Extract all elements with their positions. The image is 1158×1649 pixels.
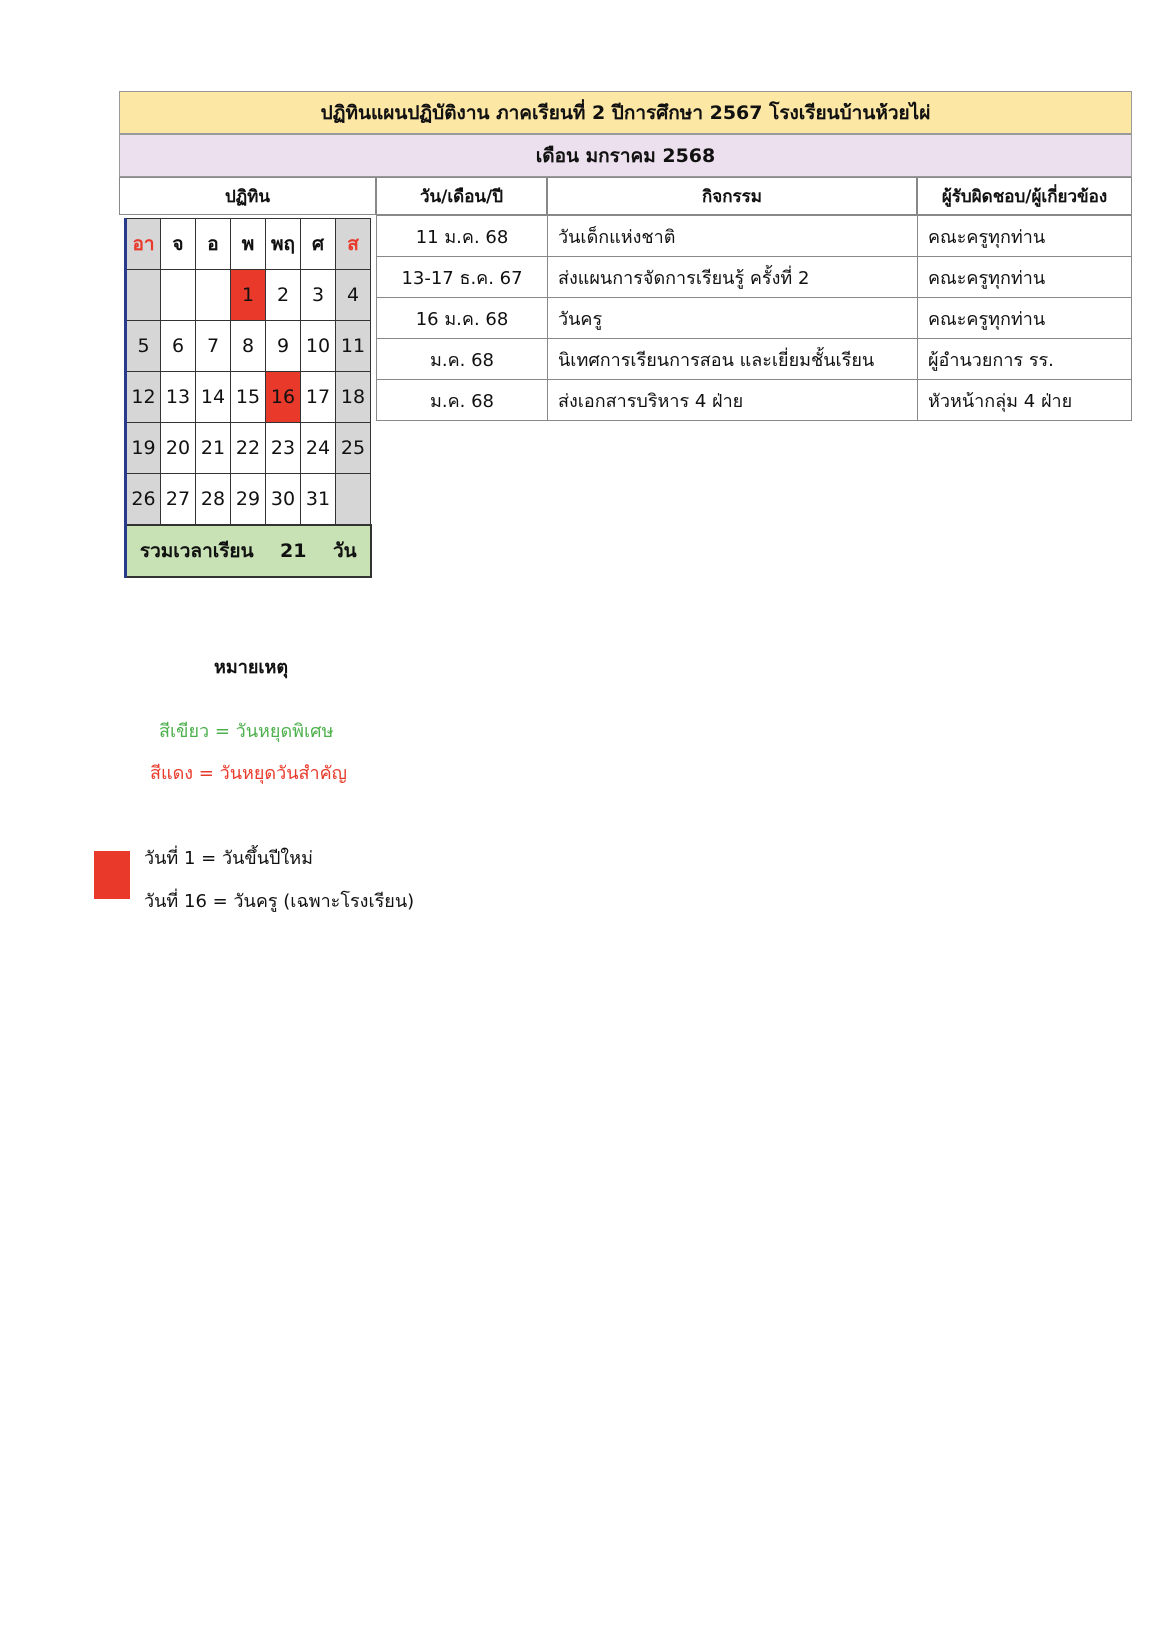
note-teachers-day: วันที่ 16 = วันครู (เฉพาะโรงเรียน) (144, 891, 415, 912)
day-cell: 27 (161, 474, 196, 525)
month-title: เดือน มกราคม 2568 (119, 134, 1132, 177)
weekday-tue: อ (196, 219, 231, 270)
activity-name: ส่งเอกสารบริหาร 4 ฝ่าย (548, 380, 918, 421)
activity-date: ม.ค. 68 (377, 380, 548, 421)
weekday-thu: พฤ (266, 219, 301, 270)
day-cell (126, 270, 161, 321)
header-responsible: ผู้รับผิดชอบ/ผู้เกี่ยวข้อง (917, 177, 1132, 215)
day-cell: 30 (266, 474, 301, 525)
day-cell: 31 (301, 474, 336, 525)
table-row (377, 380, 1132, 421)
day-cell: 5 (126, 321, 161, 372)
table-row (377, 298, 1132, 339)
day-cell: 21 (196, 423, 231, 474)
day-cell: 29 (231, 474, 266, 525)
total-unit: วัน (332, 539, 357, 562)
activity-responsible: คณะครูทุกท่าน (918, 257, 1132, 298)
activity-date: 13-17 ธ.ค. 67 (377, 257, 548, 298)
activity-responsible: หัวหน้ากลุ่ม 4 ฝ่าย (918, 380, 1132, 421)
total-row (126, 525, 371, 577)
activity-responsible: ผู้อำนวยการ รร. (918, 339, 1132, 380)
weekday-wed: พ (231, 219, 266, 270)
calendar-grid (124, 218, 372, 578)
activity-name: ส่งแผนการจัดการเรียนรู้ ครั้งที่ 2 (548, 257, 918, 298)
calendar-week-4 (126, 423, 371, 474)
calendar-week-3 (126, 372, 371, 423)
day-cell-holiday: 1 (231, 270, 266, 321)
table-row (377, 339, 1132, 380)
day-cell: 8 (231, 321, 266, 372)
table-row (377, 216, 1132, 257)
legend-red: สีแดง = วันหยุดวันสำคัญ (150, 763, 347, 784)
activity-date: 11 ม.ค. 68 (377, 216, 548, 257)
total-days: 21 (280, 539, 307, 562)
day-cell: 7 (196, 321, 231, 372)
day-cell: 24 (301, 423, 336, 474)
activity-name: วันเด็กแห่งชาติ (548, 216, 918, 257)
activity-date: 16 ม.ค. 68 (377, 298, 548, 339)
total-study-days (126, 525, 371, 577)
day-cell: 10 (301, 321, 336, 372)
header-activity: กิจกรรม (547, 177, 917, 215)
header-date: วัน/เดือน/ปี (376, 177, 547, 215)
day-cell (161, 270, 196, 321)
day-cell: 2 (266, 270, 301, 321)
day-cell-holiday: 16 (266, 372, 301, 423)
activity-date: ม.ค. 68 (377, 339, 548, 380)
weekday-sat: ส (336, 219, 371, 270)
day-cell: 12 (126, 372, 161, 423)
day-cell: 28 (196, 474, 231, 525)
day-cell: 18 (336, 372, 371, 423)
day-cell: 13 (161, 372, 196, 423)
day-cell: 3 (301, 270, 336, 321)
day-cell: 23 (266, 423, 301, 474)
holiday-color-swatch (94, 851, 130, 899)
day-cell: 25 (336, 423, 371, 474)
weekday-mon: จ (161, 219, 196, 270)
weekday-sun: อา (126, 219, 161, 270)
activity-responsible: คณะครูทุกท่าน (918, 216, 1132, 257)
day-cell (336, 474, 371, 525)
day-cell: 22 (231, 423, 266, 474)
note-new-year: วันที่ 1 = วันขึ้นปีใหม่ (144, 848, 313, 869)
day-cell: 19 (126, 423, 161, 474)
day-cell: 17 (301, 372, 336, 423)
page-title: ปฏิทินแผนปฏิบัติงาน ภาคเรียนที่ 2 ปีการศึกษา 2567 โรงเรียนบ้านห้วยไผ่ (119, 91, 1132, 134)
calendar-week-2 (126, 321, 371, 372)
day-cell: 11 (336, 321, 371, 372)
legend-title: หมายเหตุ (214, 657, 289, 678)
total-label: รวมเวลาเรียน (139, 539, 254, 562)
day-cell: 15 (231, 372, 266, 423)
header-calendar: ปฏิทิน (119, 177, 376, 215)
legend-green: สีเขียว = วันหยุดพิเศษ (159, 721, 334, 742)
weekday-fri: ศ (301, 219, 336, 270)
calendar-week-1 (126, 270, 371, 321)
calendar-week-5 (126, 474, 371, 525)
table-row (377, 257, 1132, 298)
activity-responsible: คณะครูทุกท่าน (918, 298, 1132, 339)
day-cell: 26 (126, 474, 161, 525)
activities-table (376, 215, 1132, 421)
day-cell: 20 (161, 423, 196, 474)
day-cell: 9 (266, 321, 301, 372)
day-cell (196, 270, 231, 321)
weekday-row (126, 219, 371, 270)
day-cell: 4 (336, 270, 371, 321)
day-cell: 6 (161, 321, 196, 372)
activity-name: วันครู (548, 298, 918, 339)
day-cell: 14 (196, 372, 231, 423)
activity-name: นิเทศการเรียนการสอน และเยี่ยมชั้นเรียน (548, 339, 918, 380)
